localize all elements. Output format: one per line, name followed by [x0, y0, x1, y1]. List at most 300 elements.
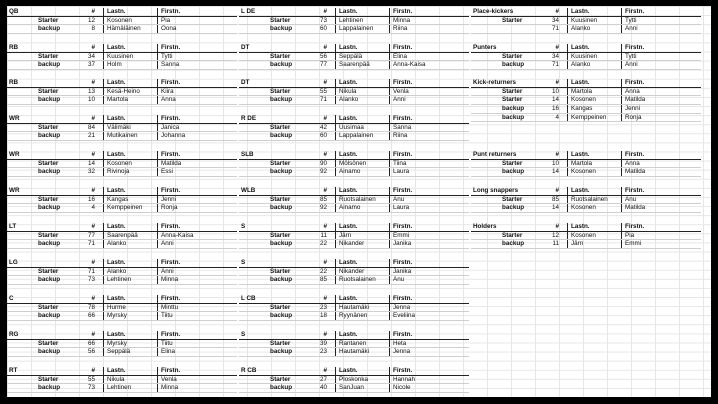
role-label[interactable]: backup: [38, 168, 61, 176]
player-row[interactable]: [239, 276, 469, 285]
player-row[interactable]: [471, 25, 701, 34]
role-label[interactable]: Starter: [502, 16, 523, 24]
player-firstname[interactable]: Nicole: [393, 384, 411, 392]
player-firstname[interactable]: Tiina: [393, 159, 407, 167]
player-lastname[interactable]: Uusimaa: [339, 123, 364, 131]
player-lastname[interactable]: Lappalainen: [339, 25, 374, 33]
player-firstname[interactable]: Matilda: [625, 96, 646, 104]
jersey-number[interactable]: 56: [87, 348, 95, 356]
player-firstname[interactable]: Tytti: [161, 52, 173, 60]
position-label[interactable]: R CB: [241, 367, 257, 374]
jersey-number[interactable]: 73: [87, 384, 95, 392]
player-row[interactable]: [239, 132, 469, 141]
player-lastname[interactable]: Ploskonka: [339, 375, 369, 383]
position-label[interactable]: RG: [9, 331, 19, 338]
player-row[interactable]: [239, 160, 469, 169]
player-firstname[interactable]: Tiitu: [161, 339, 173, 347]
jersey-number[interactable]: 92: [319, 168, 327, 176]
role-label[interactable]: backup: [502, 240, 525, 248]
role-label[interactable]: backup: [270, 312, 293, 320]
player-lastname[interactable]: Välimäki: [107, 123, 131, 131]
role-label[interactable]: backup: [270, 132, 293, 140]
player-row[interactable]: [471, 196, 701, 205]
jersey-number[interactable]: 4: [555, 113, 559, 121]
player-lastname[interactable]: Ainamo: [339, 204, 361, 212]
player-firstname[interactable]: Elina: [161, 348, 176, 356]
player-lastname[interactable]: Mutikainen: [107, 132, 138, 140]
role-label[interactable]: Starter: [38, 87, 59, 95]
player-row[interactable]: [7, 160, 237, 169]
role-label[interactable]: Starter: [270, 303, 291, 311]
player-lastname[interactable]: Kemppeinen: [571, 113, 607, 121]
player-lastname[interactable]: Ruotsalainen: [571, 195, 608, 203]
player-firstname[interactable]: Janika: [393, 240, 412, 248]
player-lastname[interactable]: Kosonen: [571, 168, 596, 176]
player-row[interactable]: [7, 96, 237, 105]
player-row[interactable]: [239, 348, 469, 357]
player-row[interactable]: [7, 25, 237, 34]
role-label[interactable]: backup: [270, 25, 293, 33]
player-lastname[interactable]: Nikander: [339, 240, 365, 248]
jersey-number[interactable]: 12: [551, 231, 559, 239]
player-lastname[interactable]: Kangas: [571, 105, 593, 113]
player-lastname[interactable]: Alanko: [107, 267, 127, 275]
jersey-number[interactable]: 77: [87, 231, 95, 239]
player-firstname[interactable]: Emmi: [393, 231, 410, 239]
player-lastname[interactable]: Nikula: [107, 375, 125, 383]
role-label[interactable]: Starter: [270, 87, 291, 95]
player-row[interactable]: [7, 276, 237, 285]
jersey-number[interactable]: 66: [87, 339, 95, 347]
player-firstname[interactable]: Pia: [161, 16, 171, 24]
player-lastname[interactable]: Alanko: [107, 240, 127, 248]
jersey-number[interactable]: 92: [319, 204, 327, 212]
player-row[interactable]: [7, 124, 237, 133]
jersey-number[interactable]: 23: [319, 348, 327, 356]
position-label[interactable]: LT: [9, 223, 17, 230]
player-firstname[interactable]: Tiitu: [161, 312, 173, 320]
player-lastname[interactable]: Hautamäki: [339, 303, 370, 311]
jersey-number[interactable]: 34: [551, 52, 559, 60]
player-row[interactable]: [471, 105, 701, 114]
player-row[interactable]: [7, 88, 237, 97]
jersey-number[interactable]: 73: [319, 16, 327, 24]
player-firstname[interactable]: Laura: [393, 204, 410, 212]
player-firstname[interactable]: Anni: [625, 25, 638, 33]
role-label[interactable]: backup: [38, 25, 61, 33]
player-firstname[interactable]: Janica: [161, 123, 180, 131]
player-row[interactable]: [471, 160, 701, 169]
jersey-number[interactable]: 40: [319, 384, 327, 392]
jersey-number[interactable]: 60: [319, 25, 327, 33]
player-lastname[interactable]: Seppälä: [107, 348, 131, 356]
player-firstname[interactable]: Anna: [161, 96, 176, 104]
player-firstname[interactable]: Venla: [161, 375, 177, 383]
player-firstname[interactable]: Anni: [393, 96, 406, 104]
role-label[interactable]: backup: [270, 204, 293, 212]
player-lastname[interactable]: Kosonen: [107, 159, 132, 167]
position-label[interactable]: R DE: [241, 115, 257, 122]
player-firstname[interactable]: Anu: [393, 276, 405, 284]
player-firstname[interactable]: Minttu: [161, 303, 179, 311]
position-label[interactable]: DT: [241, 44, 250, 51]
role-label[interactable]: backup: [270, 168, 293, 176]
player-row[interactable]: [7, 376, 237, 385]
player-row[interactable]: [7, 132, 237, 141]
player-firstname[interactable]: Riina: [393, 132, 408, 140]
player-lastname[interactable]: Kuusinen: [571, 16, 598, 24]
position-label[interactable]: SLB: [241, 151, 254, 158]
role-label[interactable]: backup: [502, 168, 525, 176]
position-label[interactable]: C: [9, 295, 14, 302]
jersey-number[interactable]: 23: [319, 303, 327, 311]
role-label[interactable]: Starter: [270, 195, 291, 203]
jersey-number[interactable]: 10: [551, 87, 559, 95]
player-firstname[interactable]: Ronja: [161, 204, 178, 212]
jersey-number[interactable]: 10: [551, 159, 559, 167]
role-label[interactable]: Starter: [502, 159, 523, 167]
jersey-number[interactable]: 73: [87, 276, 95, 284]
player-lastname[interactable]: Kosonen: [571, 96, 596, 104]
role-label[interactable]: backup: [38, 132, 61, 140]
role-label[interactable]: Starter: [38, 267, 59, 275]
player-lastname[interactable]: Kemppeinen: [107, 204, 143, 212]
jersey-number[interactable]: 11: [552, 240, 559, 248]
player-row[interactable]: [239, 25, 469, 34]
position-label[interactable]: LG: [9, 259, 18, 266]
player-row[interactable]: [7, 232, 237, 241]
player-lastname[interactable]: Mölsönen: [339, 159, 367, 167]
player-row[interactable]: [239, 240, 469, 249]
position-label[interactable]: WR: [9, 151, 20, 158]
role-label[interactable]: backup: [270, 96, 293, 104]
jersey-number[interactable]: 71: [319, 96, 327, 104]
role-label[interactable]: backup: [270, 61, 293, 69]
role-label[interactable]: Starter: [270, 123, 291, 131]
jersey-number[interactable]: 18: [319, 312, 327, 320]
player-row[interactable]: [7, 340, 237, 349]
player-firstname[interactable]: Anna-Kaisa: [393, 61, 426, 69]
player-row[interactable]: [239, 340, 469, 349]
player-row[interactable]: [239, 17, 469, 26]
player-lastname[interactable]: Seppälä: [339, 52, 363, 60]
jersey-number[interactable]: 55: [319, 87, 327, 95]
role-label[interactable]: Starter: [38, 375, 59, 383]
player-firstname[interactable]: Essi: [161, 168, 173, 176]
player-firstname[interactable]: Oona: [161, 25, 177, 33]
player-firstname[interactable]: Tytti: [625, 52, 637, 60]
player-lastname[interactable]: Hämäläinen: [107, 25, 141, 33]
role-label[interactable]: Starter: [502, 52, 523, 60]
player-row[interactable]: [239, 61, 469, 70]
position-label[interactable]: WLB: [241, 187, 256, 194]
role-label[interactable]: Starter: [270, 375, 291, 383]
player-lastname[interactable]: Järn: [339, 231, 352, 239]
role-label[interactable]: Starter: [38, 16, 59, 24]
position-label[interactable]: S: [241, 259, 246, 266]
position-label[interactable]: Kick-returners: [473, 79, 517, 86]
role-label[interactable]: backup: [38, 240, 61, 248]
role-label[interactable]: Starter: [38, 52, 59, 60]
role-label[interactable]: Starter: [502, 231, 523, 239]
player-firstname[interactable]: Tytti: [625, 16, 637, 24]
role-label[interactable]: backup: [502, 105, 525, 113]
role-label[interactable]: backup: [502, 204, 525, 212]
jersey-number[interactable]: 85: [319, 276, 327, 284]
position-label[interactable]: QB: [9, 8, 19, 15]
jersey-number[interactable]: 34: [87, 52, 95, 60]
player-firstname[interactable]: Sanna: [393, 123, 412, 131]
player-row[interactable]: [239, 196, 469, 205]
player-firstname[interactable]: Matilda: [625, 168, 646, 176]
player-row[interactable]: [239, 268, 469, 277]
player-firstname[interactable]: Jenni: [625, 105, 641, 113]
role-label[interactable]: backup: [502, 113, 525, 121]
player-row[interactable]: [239, 232, 469, 241]
jersey-number[interactable]: 42: [319, 123, 327, 131]
position-label[interactable]: Punters: [473, 44, 497, 51]
player-lastname[interactable]: Alanko: [339, 96, 359, 104]
player-lastname[interactable]: Ainamo: [339, 168, 361, 176]
jersey-number[interactable]: 14: [551, 96, 559, 104]
position-label[interactable]: RB: [9, 44, 19, 51]
role-label[interactable]: Starter: [38, 231, 59, 239]
player-row[interactable]: [471, 17, 701, 26]
player-lastname[interactable]: Nikander: [339, 267, 365, 275]
player-row[interactable]: [7, 240, 237, 249]
position-label[interactable]: WR: [9, 115, 20, 122]
player-firstname[interactable]: Anna: [625, 87, 640, 95]
player-firstname[interactable]: Elina: [393, 52, 408, 60]
player-lastname[interactable]: Myrsky: [107, 312, 127, 320]
player-lastname[interactable]: Kesä-Heino: [107, 87, 140, 95]
player-lastname[interactable]: Saarenpää: [339, 61, 370, 69]
player-firstname[interactable]: Kiira: [161, 87, 174, 95]
role-label[interactable]: backup: [270, 276, 293, 284]
player-firstname[interactable]: Hannah: [393, 375, 416, 383]
player-row[interactable]: [7, 384, 237, 393]
player-row[interactable]: [471, 240, 701, 249]
player-firstname[interactable]: Janika: [393, 267, 412, 275]
player-firstname[interactable]: Heta: [393, 339, 407, 347]
player-firstname[interactable]: Anna-Kaisa: [161, 231, 194, 239]
player-firstname[interactable]: Venla: [393, 87, 409, 95]
role-label[interactable]: Starter: [270, 231, 291, 239]
jersey-number[interactable]: 16: [87, 195, 95, 203]
player-row[interactable]: [471, 96, 701, 105]
player-row[interactable]: [7, 304, 237, 313]
player-firstname[interactable]: Jenna: [393, 303, 411, 311]
player-lastname[interactable]: Lehtinen: [339, 16, 364, 24]
player-firstname[interactable]: Sanna: [161, 61, 180, 69]
player-lastname[interactable]: Kosonen: [571, 231, 596, 239]
jersey-number[interactable]: 34: [551, 16, 559, 24]
player-lastname[interactable]: Myrsky: [107, 339, 127, 347]
player-row[interactable]: [7, 53, 237, 62]
player-lastname[interactable]: Nikula: [339, 87, 357, 95]
player-row[interactable]: [239, 124, 469, 133]
player-lastname[interactable]: Saarenpää: [107, 231, 138, 239]
player-row[interactable]: [7, 17, 237, 26]
player-lastname[interactable]: Alanko: [571, 61, 591, 69]
player-firstname[interactable]: Jenna: [393, 348, 411, 356]
player-row[interactable]: [7, 61, 237, 70]
player-lastname[interactable]: Martola: [571, 159, 592, 167]
position-label[interactable]: S: [241, 223, 246, 230]
player-row[interactable]: [239, 204, 469, 213]
player-firstname[interactable]: Anu: [625, 195, 637, 203]
role-label[interactable]: Starter: [270, 16, 291, 24]
jersey-number[interactable]: 22: [319, 267, 327, 275]
player-firstname[interactable]: Matilda: [161, 159, 182, 167]
role-label[interactable]: Starter: [38, 195, 59, 203]
player-firstname[interactable]: Minna: [161, 276, 179, 284]
player-firstname[interactable]: Minna: [393, 16, 411, 24]
player-firstname[interactable]: Anu: [393, 195, 405, 203]
jersey-number[interactable]: 85: [551, 195, 559, 203]
player-firstname[interactable]: Pia: [625, 231, 635, 239]
player-row[interactable]: [471, 53, 701, 62]
player-lastname[interactable]: Järn: [571, 240, 584, 248]
role-label[interactable]: backup: [38, 384, 61, 392]
player-row[interactable]: [239, 168, 469, 177]
position-label[interactable]: RB: [9, 79, 19, 86]
jersey-number[interactable]: 8: [91, 25, 95, 33]
player-row[interactable]: [471, 232, 701, 241]
jersey-number[interactable]: 11: [320, 231, 327, 239]
jersey-number[interactable]: 32: [87, 168, 95, 176]
player-row[interactable]: [239, 96, 469, 105]
player-lastname[interactable]: Lappalainen: [339, 132, 374, 140]
player-row[interactable]: [7, 168, 237, 177]
jersey-number[interactable]: 21: [87, 132, 95, 140]
role-label[interactable]: backup: [270, 348, 293, 356]
role-label[interactable]: backup: [38, 312, 61, 320]
jersey-number[interactable]: 14: [551, 168, 559, 176]
player-firstname[interactable]: Emmi: [625, 240, 642, 248]
position-label[interactable]: RT: [9, 367, 18, 374]
position-label[interactable]: Place-kickers: [473, 8, 514, 15]
player-lastname[interactable]: Ruotsalainen: [339, 195, 376, 203]
player-lastname[interactable]: Kuusinen: [571, 52, 598, 60]
player-row[interactable]: [471, 204, 701, 213]
player-firstname[interactable]: Jenni: [161, 195, 177, 203]
jersey-number[interactable]: 60: [319, 132, 327, 140]
player-firstname[interactable]: Anna: [625, 159, 640, 167]
player-row[interactable]: [7, 196, 237, 205]
jersey-number[interactable]: 71: [551, 25, 559, 33]
role-label[interactable]: backup: [270, 240, 293, 248]
player-row[interactable]: [471, 114, 701, 123]
role-label[interactable]: backup: [502, 61, 525, 69]
position-label[interactable]: DT: [241, 79, 250, 86]
player-row[interactable]: [239, 53, 469, 62]
player-firstname[interactable]: Anni: [161, 267, 174, 275]
position-label[interactable]: Punt returners: [473, 151, 517, 158]
role-label[interactable]: backup: [38, 96, 61, 104]
jersey-number[interactable]: 66: [87, 312, 95, 320]
position-label[interactable]: L CB: [241, 295, 256, 302]
player-row[interactable]: [471, 61, 701, 70]
role-label[interactable]: Starter: [270, 267, 291, 275]
player-row[interactable]: [239, 384, 469, 393]
player-lastname[interactable]: Lehtinen: [107, 276, 132, 284]
jersey-number[interactable]: 55: [87, 375, 95, 383]
player-lastname[interactable]: Ryynänen: [339, 312, 368, 320]
jersey-number[interactable]: 71: [87, 267, 95, 275]
jersey-number[interactable]: 56: [319, 52, 327, 60]
position-label[interactable]: L DE: [241, 8, 256, 15]
player-lastname[interactable]: Ruotsalainen: [339, 276, 376, 284]
jersey-number[interactable]: 13: [87, 87, 95, 95]
player-firstname[interactable]: Anni: [625, 61, 638, 69]
player-lastname[interactable]: Martola: [571, 87, 592, 95]
jersey-number[interactable]: 22: [319, 240, 327, 248]
player-row[interactable]: [239, 376, 469, 385]
position-label[interactable]: WR: [9, 187, 20, 194]
jersey-number[interactable]: 85: [319, 195, 327, 203]
role-label[interactable]: Starter: [270, 339, 291, 347]
position-label[interactable]: Long snappers: [473, 187, 519, 194]
role-label[interactable]: Starter: [502, 195, 523, 203]
player-lastname[interactable]: Hautamäki: [339, 348, 370, 356]
player-row[interactable]: [7, 204, 237, 213]
role-label[interactable]: backup: [270, 384, 293, 392]
role-label[interactable]: backup: [38, 61, 61, 69]
role-label[interactable]: Starter: [38, 303, 59, 311]
player-lastname[interactable]: Holm: [107, 61, 122, 69]
jersey-number[interactable]: 71: [87, 240, 95, 248]
role-label[interactable]: Starter: [502, 87, 523, 95]
jersey-number[interactable]: 12: [87, 16, 95, 24]
player-lastname[interactable]: Kangas: [107, 195, 129, 203]
player-firstname[interactable]: Matilda: [625, 204, 646, 212]
role-label[interactable]: Starter: [38, 339, 59, 347]
player-firstname[interactable]: Johanna: [161, 132, 186, 140]
player-lastname[interactable]: Alanko: [571, 25, 591, 33]
player-firstname[interactable]: Laura: [393, 168, 410, 176]
player-row[interactable]: [471, 168, 701, 177]
player-lastname[interactable]: Hurme: [107, 303, 126, 311]
player-firstname[interactable]: Minna: [161, 384, 179, 392]
role-label[interactable]: backup: [38, 204, 61, 212]
role-label[interactable]: backup: [38, 276, 61, 284]
player-row[interactable]: [7, 268, 237, 277]
player-lastname[interactable]: Martola: [107, 96, 128, 104]
player-lastname[interactable]: SanJuan: [339, 384, 364, 392]
player-firstname[interactable]: Ronja: [625, 113, 642, 121]
player-lastname[interactable]: Rantanen: [339, 339, 367, 347]
role-label[interactable]: backup: [38, 348, 61, 356]
jersey-number[interactable]: 78: [87, 303, 95, 311]
player-lastname[interactable]: Kuusinen: [107, 52, 134, 60]
spreadsheet-grid[interactable]: [7, 6, 711, 397]
player-lastname[interactable]: Lehtinen: [107, 384, 132, 392]
position-label[interactable]: S: [241, 331, 246, 338]
position-label[interactable]: Holders: [473, 223, 497, 230]
player-lastname[interactable]: Kosonen: [571, 204, 596, 212]
jersey-number[interactable]: 39: [319, 339, 327, 347]
player-row[interactable]: [7, 312, 237, 321]
player-firstname[interactable]: Eveliina: [393, 312, 416, 320]
jersey-number[interactable]: 10: [87, 96, 95, 104]
jersey-number[interactable]: 27: [319, 375, 327, 383]
player-row[interactable]: [239, 304, 469, 313]
jersey-number[interactable]: 90: [319, 159, 327, 167]
player-row[interactable]: [7, 348, 237, 357]
jersey-number[interactable]: 4: [91, 204, 95, 212]
player-row[interactable]: [239, 312, 469, 321]
